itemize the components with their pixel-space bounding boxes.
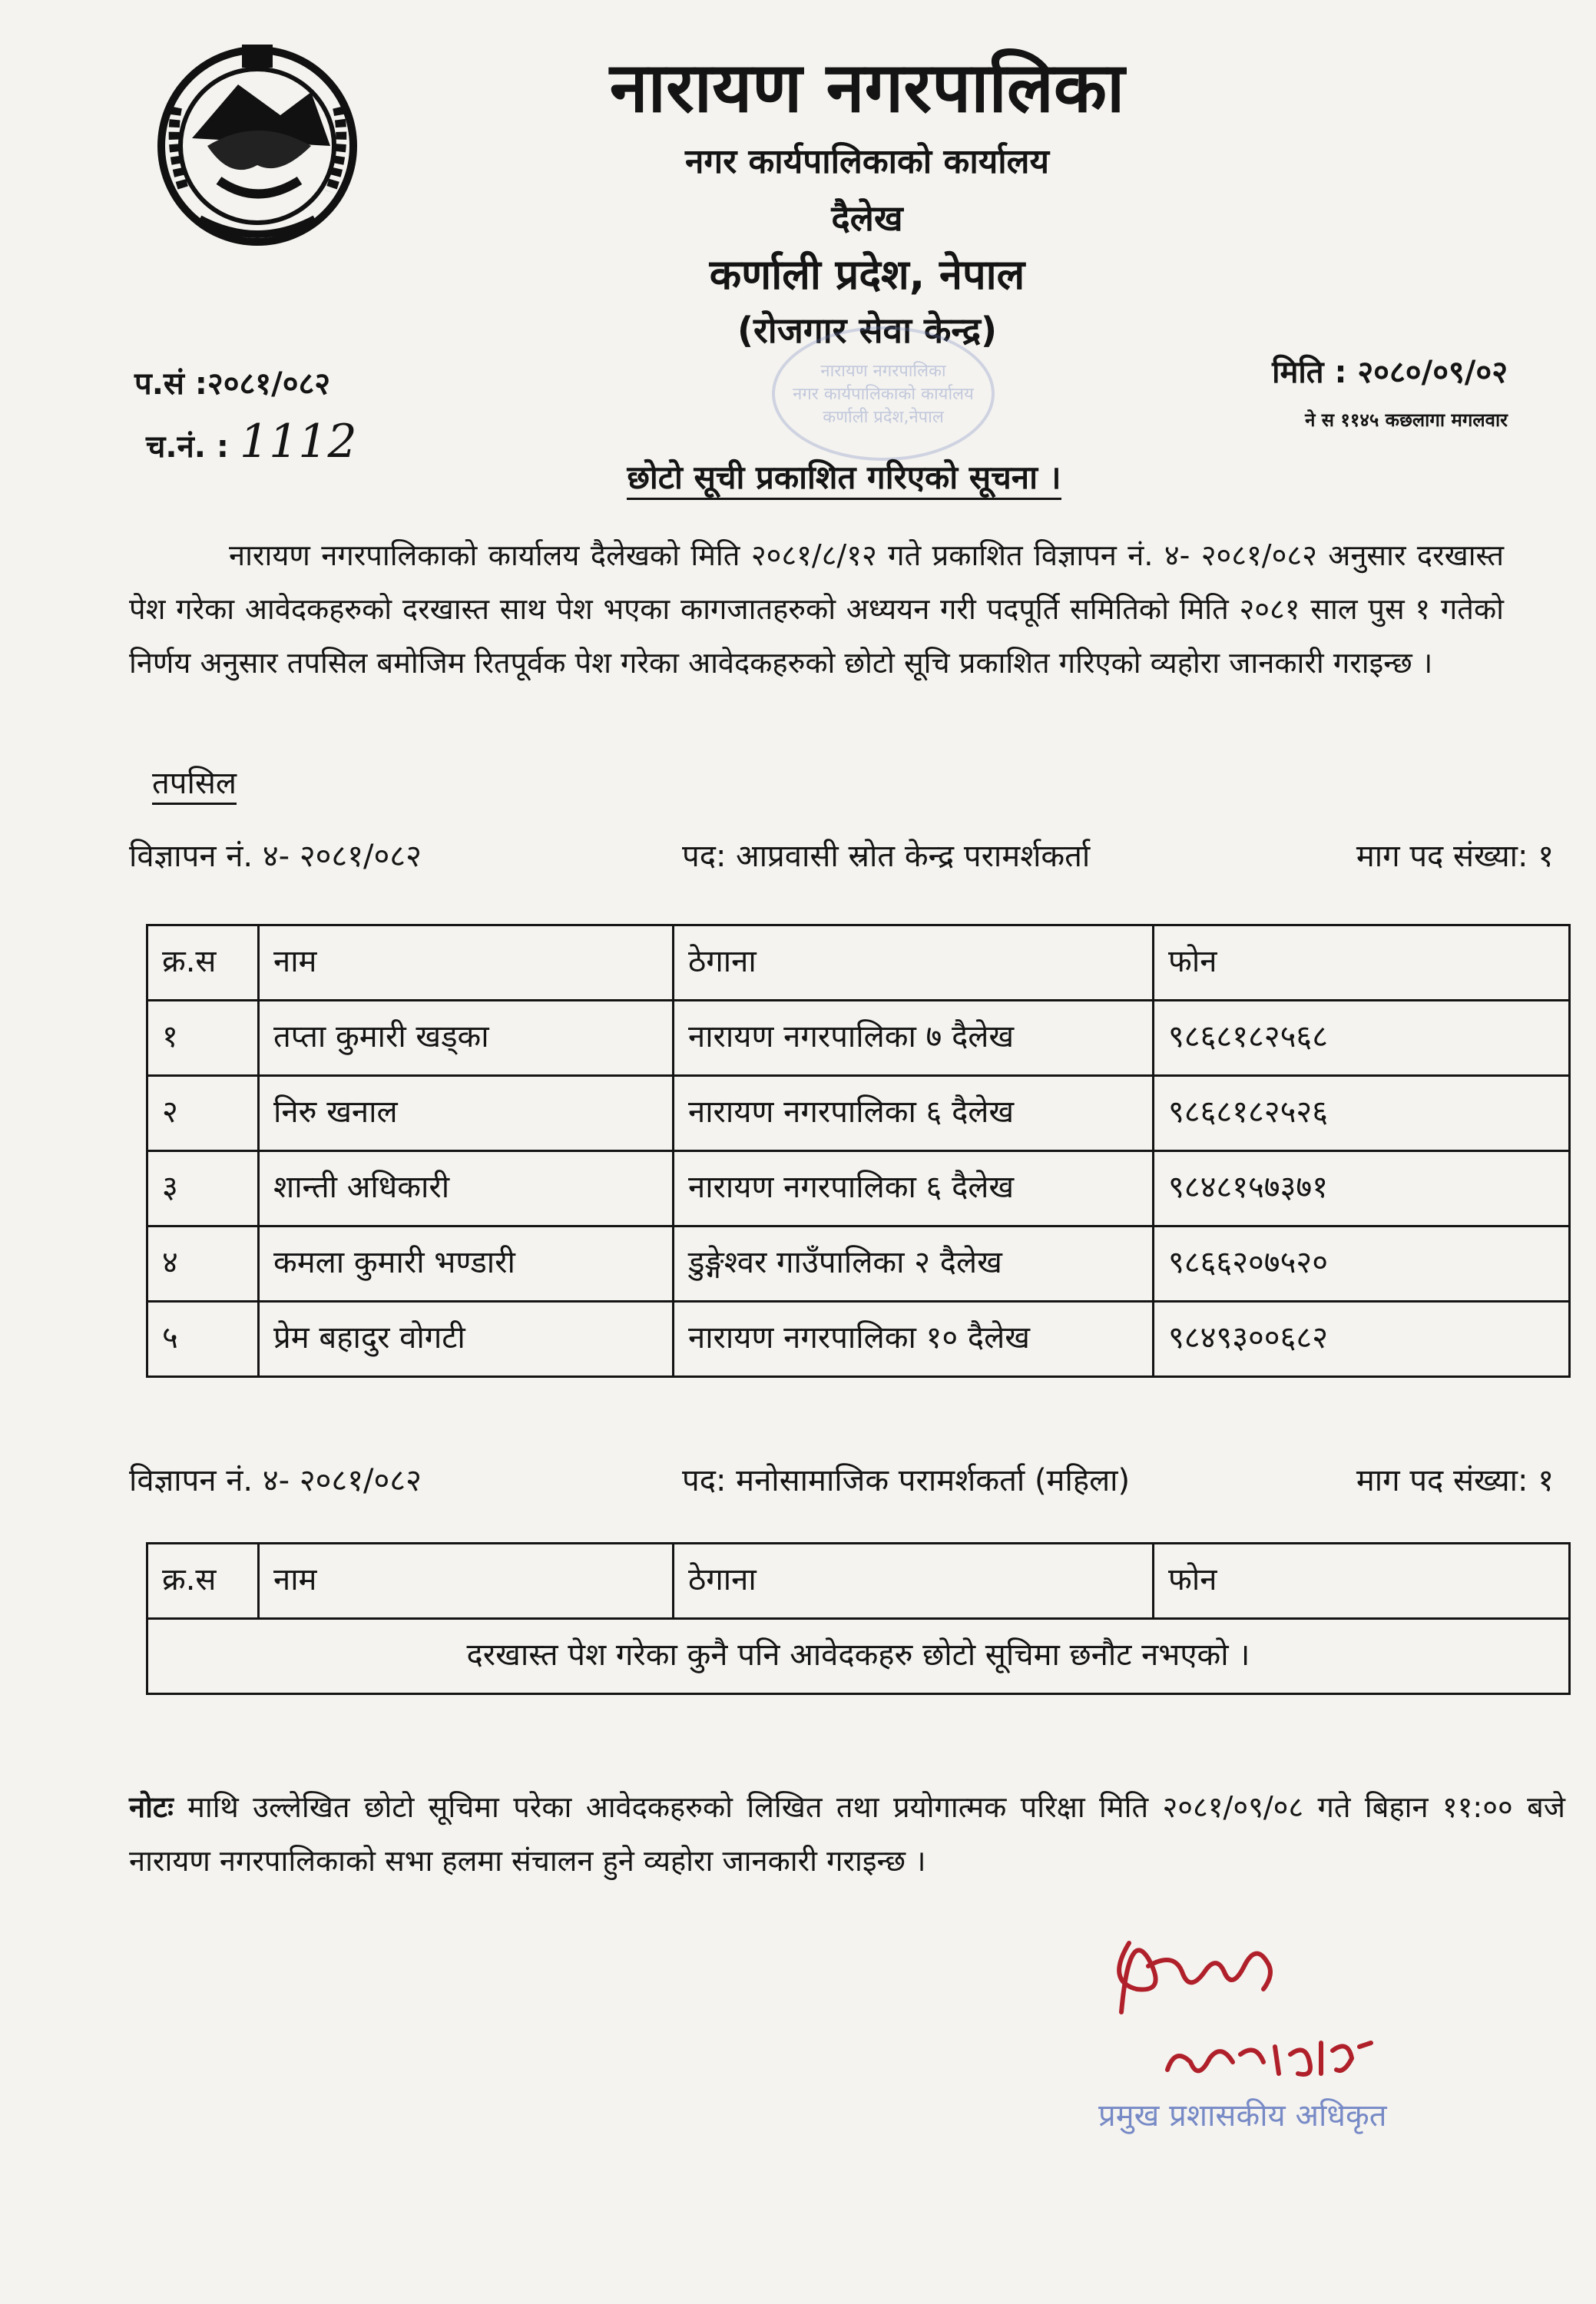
issue-date: मिति : २०८०/०९/०२ xyxy=(1272,355,1508,390)
row-name: कमला कुमारी भण्डारी xyxy=(259,1226,674,1302)
stamp-line-3: कर्णाली प्रदेश,नेपाल xyxy=(823,408,944,427)
header-name: नाम xyxy=(259,1544,674,1619)
table-row xyxy=(147,1076,1570,1151)
row-address: डुङ्गेश्वर गाउँपालिका २ दैलेख xyxy=(674,1226,1154,1302)
row-name: निरु खनाल xyxy=(259,1076,674,1151)
row-phone: ९८६८१८२५२६ xyxy=(1154,1076,1570,1151)
ad-demand: माग पद संख्या: १ xyxy=(1356,1463,1554,1498)
ps-label: प.सं : xyxy=(134,366,207,402)
header-address: ठेगाना xyxy=(674,1544,1154,1619)
row-address: नारायण नगरपालिका ७ दैलेख xyxy=(674,1001,1154,1076)
header-sn: क्र.स xyxy=(147,1544,259,1619)
table-row xyxy=(147,1226,1570,1302)
notice-body: नारायण नगरपालिकाको कार्यालय दैलेखको मिति २०८१/८/१२ गते प्रकाशित विज्ञापन नं. ४- २०८१/०८२ अनुसार दरखास्त पेश गरेका आवेदकहरुको दरखास्त साथ पेश भएका कागजातहरुको अध्ययन गरी पदपूर्ति समितिको मिति २०८१ साल पुस १ गतेको निर्णय अनुसार तपसिल बमोजिम रितपूर्वक पेश गरेका आवेदकहरुको छोटो सूचि प्रकाशित गरिएको व्यहोरा जानकारी गराइन्छ । xyxy=(129,538,1504,680)
row-sn: २ xyxy=(147,1076,259,1151)
row-address: नारायण नगरपालिका ६ दैलेख xyxy=(674,1076,1154,1151)
office-stamp xyxy=(772,326,995,461)
row-phone: ९८४८१५७३७१ xyxy=(1154,1151,1570,1226)
header-sn: क्र.स xyxy=(147,925,259,1001)
ad-number: विज्ञापन नं. ४- २०८१/०८२ xyxy=(129,1463,422,1498)
header-address: ठेगाना xyxy=(674,925,1154,1001)
row-sn: ३ xyxy=(147,1151,259,1226)
district-name: दैलेख xyxy=(831,197,903,239)
office-name: नगर कार्यपालिकाको कार्यालय xyxy=(685,142,1049,181)
row-name: तप्ता कुमारी खड्का xyxy=(259,1001,674,1076)
table-row xyxy=(147,1302,1570,1377)
row-name: प्रेम बहादुर वोगटी xyxy=(259,1302,674,1377)
province-name: कर्णाली प्रदेश, नेपाल xyxy=(709,250,1025,299)
table-row xyxy=(147,1001,1570,1076)
no-applicant-message: दरखास्त पेश गरेका कुनै पनि आवेदकहरु छोटो सूचिमा छनौट नभएको । xyxy=(147,1619,1570,1694)
row-sn: ५ xyxy=(147,1302,259,1377)
table-header-row xyxy=(147,925,1570,1001)
row-sn: १ xyxy=(147,1001,259,1076)
ps-value: २०८१/०८२ xyxy=(207,366,331,402)
table-row xyxy=(147,1151,1570,1226)
subject-text: छोटो सूची प्रकाशित गरिएको सूचना । xyxy=(627,458,1061,500)
details-heading: तपसिल xyxy=(152,760,237,805)
nepal-sambat-date: ने स ११४५ कछलागा मगलवार xyxy=(1305,409,1508,431)
cn-value: 1112 xyxy=(239,415,357,468)
row-address: नारायण नगरपालिका ६ दैलेख xyxy=(674,1151,1154,1226)
reference-number xyxy=(134,361,330,403)
stamp-line-2: नगर कार्यपालिकाको कार्यालय xyxy=(793,385,974,404)
shortlist-table-2 xyxy=(146,1542,1571,1695)
shortlist-table-1 xyxy=(146,924,1571,1378)
exam-note xyxy=(129,1780,1565,1888)
ad-demand: माग पद संख्या: १ xyxy=(1356,839,1554,874)
note-label: नोटः xyxy=(129,1790,174,1824)
row-sn: ४ xyxy=(147,1226,259,1302)
row-phone: ९८४९३००६८२ xyxy=(1154,1302,1570,1377)
cn-label: च.नं. : xyxy=(146,429,229,465)
row-address: नारायण नगरपालिका १० दैलेख xyxy=(674,1302,1154,1377)
row-phone: ९८६८१८२५६८ xyxy=(1154,1001,1570,1076)
org-title: नारायण नगरपालिका xyxy=(609,48,1125,128)
ad-number: विज्ञापन नं. ४- २०८१/०८२ xyxy=(129,839,422,874)
ad-post: पद: आप्रवासी स्रोत केन्द्र परामर्शकर्ता xyxy=(682,839,1091,874)
header-phone: फोन xyxy=(1154,1544,1570,1619)
note-text: माथि उल्लेखित छोटो सूचिमा परेका आवेदकहरुको लिखित तथा प्रयोगात्मक परिक्षा मिति २०८१/०९/०८ गते बिहान ११:०० बजे नारायण नगरपालिकाको सभा हलमा संचालन हुने व्यहोरा जानकारी गराइन्छ । xyxy=(129,1790,1565,1878)
table-row xyxy=(147,1619,1570,1694)
stamp-line-1: नारायण नगरपालिका xyxy=(820,362,946,381)
unit-name: (रोजगार सेवा केन्द्र) xyxy=(737,310,998,351)
header-phone: फोन xyxy=(1154,925,1570,1001)
signatory-title: प्रमुख प्रशासकीय अधिकृत xyxy=(1098,2098,1387,2134)
table-header-row xyxy=(147,1544,1570,1619)
notice-subject xyxy=(0,455,1596,498)
row-phone: ९८६६२०७५२० xyxy=(1154,1226,1570,1302)
header-name: नाम xyxy=(259,925,674,1001)
ad-post: पद: मनोसामाजिक परामर्शकर्ता (महिला) xyxy=(682,1463,1131,1498)
row-name: शान्ती अधिकारी xyxy=(259,1151,674,1226)
